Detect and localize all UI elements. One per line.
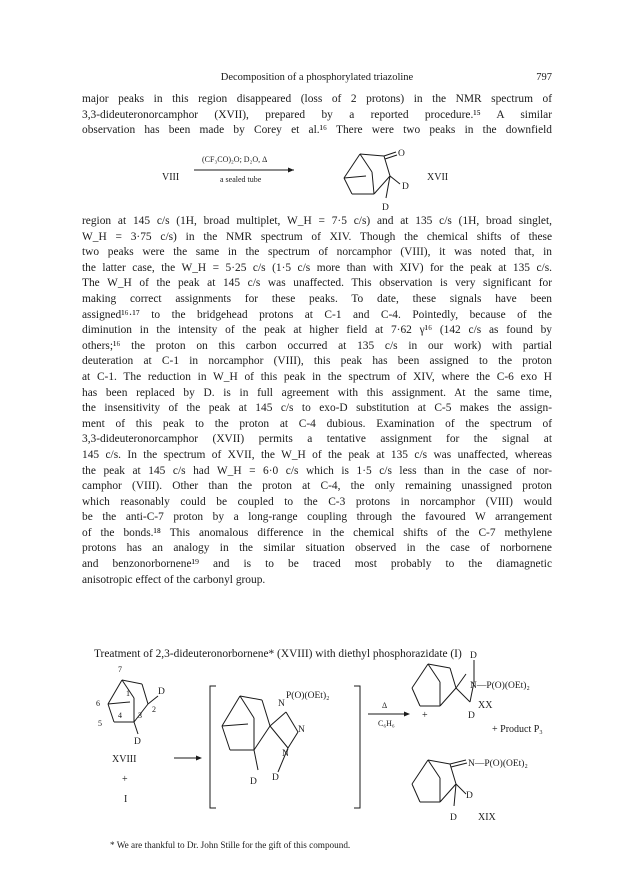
text-line: assigned¹⁶·¹⁷ to the bridgehead protons at C-1 and C-4. Pointedly, because of the xyxy=(82,308,552,321)
paragraph-2 xyxy=(82,214,552,588)
atom-label-n: N xyxy=(278,699,285,709)
atom-number: 3 xyxy=(138,711,142,720)
text-line: making correct assignments for these peaks. To date, these signals have been xyxy=(82,292,552,305)
text-line: deuteration at C-1 in norcamphor (VIII), this peak has been assigned to the proton xyxy=(82,355,552,368)
atom-label-n: N xyxy=(282,749,289,759)
reaction-arrow-head xyxy=(288,168,294,173)
text-line: The W_H of the peak at 145 c/s was unaffected. This observation is very significant for xyxy=(82,277,552,290)
atom-label-o: O xyxy=(398,149,405,159)
atom-label-d: D xyxy=(466,791,473,801)
reactant-label-xviii: XVIII xyxy=(112,754,137,765)
text-line: the peak at 145 c/s had W_H = 6·0 c/s which is 1·5 c/s less than in the case of nor- xyxy=(82,464,552,477)
atom-label-d: D xyxy=(382,203,389,213)
atom-number: 7 xyxy=(118,665,122,674)
atom-number: 4 xyxy=(118,711,122,720)
atom-label-d: D xyxy=(158,687,165,697)
paragraph-1 xyxy=(82,92,552,139)
molecule-xviii xyxy=(108,680,158,734)
text-line: protons has an analogy in the similar situation observed in the case of norbornene xyxy=(82,542,552,555)
text-line: 3,3-dideuteronorcamphor (XVII) permits a tentative assignment for the signal at xyxy=(82,433,552,446)
text-line: major peaks in this region disappeared (loss of 2 protons) in the NMR spectrum of xyxy=(82,93,552,105)
conditions-top: Δ xyxy=(382,701,388,710)
plus-sign: + xyxy=(122,774,128,785)
atom-number: 5 xyxy=(98,719,102,728)
reagent-label-i: I xyxy=(124,794,128,805)
text-line: has been replaced by D. is in full agreement with this assignment. At the same time, xyxy=(82,386,552,399)
text-line: of the bonds.¹⁸ This anomalous difference in the chemical shifts of the C-7 methylene xyxy=(82,526,552,539)
text-line: and benzonorbornene¹⁹ and is to be traced most probably to the diamagnetic xyxy=(82,558,552,571)
atom-label-d: D xyxy=(468,711,475,721)
right-bracket xyxy=(354,686,360,808)
reagents-top: (CF₃CO)₂O; D₂O, Δ xyxy=(202,155,268,164)
text-line: others;¹⁶ the proton on this carbon occurred at 135 c/s in our work) with partial xyxy=(82,339,552,352)
atom-label-d: D xyxy=(272,773,279,783)
reactant-label: VIII xyxy=(162,172,180,183)
atom-label-d: D xyxy=(402,182,409,192)
atom-label-d: D xyxy=(134,737,141,747)
triazoline-substituent: P(O)(OEt)₂ xyxy=(286,691,330,701)
scheme-1-drawing xyxy=(82,142,552,214)
text-line: anisotropic effect of the carbonyl group. xyxy=(82,573,266,586)
triazoline-intermediate xyxy=(222,696,298,772)
text-line: camphor (VIII). Other than the proton at C-4, the only remaining unassigned proton xyxy=(82,480,552,493)
atom-number: 2 xyxy=(152,705,156,714)
page-number: 797 xyxy=(536,72,552,83)
text-line: region at 145 c/s (1H, broad multiplet, W_H = 7·5 c/s) and at 135 c/s (1H, broad singlet, xyxy=(82,215,552,227)
text-line: ment of this peak to the proton at C-4 dubious. Examination of the spectrum of xyxy=(82,417,552,430)
product-label-xx: XX xyxy=(478,700,493,711)
text-line: diminution in the intensity of the peak at higher field at 7·62 γ¹⁶ (142 c/s as found by xyxy=(82,324,552,337)
plus-sign: + xyxy=(422,710,428,721)
molecule-xix xyxy=(412,760,467,806)
atom-label-d: D xyxy=(470,651,477,661)
product-label: XVII xyxy=(427,172,449,183)
text-line: two peaks were the same in the spectrum of norcamphor (VIII), it was noted that, in xyxy=(82,246,552,259)
running-header xyxy=(82,72,552,88)
molecule-xvii xyxy=(344,152,400,198)
text-line: W_H = 3·75 c/s) in the NMR spectrum of XIV. Though the chemical shifts of these xyxy=(82,230,552,243)
text-line: 145 c/s. In the spectrum of XVII, the W_H of the peak at 135 c/s was unaffected, whereas xyxy=(82,448,552,461)
reaction-arrow-head xyxy=(196,756,202,761)
text-line: be the anti-C-7 proton by a long-range coupling through the favoured W arrangement xyxy=(82,511,552,524)
atom-number: 1 xyxy=(126,689,130,698)
text-line: at C-1. The reduction in W_H of this peak in the spectrum of XIV, where the C-6 exo H xyxy=(82,370,552,383)
text-line: the insensitivity of the peak at 145 c/s to exo-D substitution at C-5 makes the assign- xyxy=(82,402,552,415)
footnote: * We are thankful to Dr. John Stille for the gift of this compound. xyxy=(110,840,351,850)
running-title: Decomposition of a phosphorylated triazoline xyxy=(220,72,414,83)
aziridine-group: N—P(O)(OEt)₂ xyxy=(470,681,530,691)
imine-group: N—P(O)(OEt)₂ xyxy=(468,759,528,769)
left-bracket xyxy=(210,686,216,808)
atom-label-d: D xyxy=(450,813,457,823)
text-line: which reasonably could be coupled to the C-3 protons in norcamphor (VIII) would xyxy=(82,495,552,508)
text-line: observation has been made by Corey et al.¹⁶ There were two peaks in the downfield xyxy=(82,124,552,137)
conditions-bottom: C₆H₆ xyxy=(378,719,395,728)
atom-number: 6 xyxy=(96,699,100,708)
text-line: the latter case, the W_H = 5·25 c/s (1·5 c/s more than with XIV) for the peak at 135 c/s. xyxy=(82,261,552,274)
product-label-xix: XIX xyxy=(478,812,496,823)
text-line: Treatment of 2,3-dideuteronorbornene* (XVIII) with diethyl phosphorazidate (I) xyxy=(94,648,462,660)
product-p3-label: + Product P₃ xyxy=(492,724,543,735)
reaction-arrow-head xyxy=(404,712,410,717)
text-line: 3,3-dideuteronorcamphor (XVII), prepared by a reported procedure.¹⁵ A similar xyxy=(82,108,552,121)
reaction-scheme-1 xyxy=(82,142,552,214)
molecule-xx xyxy=(412,660,474,706)
atom-label-d: D xyxy=(250,777,257,787)
reagents-bottom: a sealed tube xyxy=(220,175,262,184)
atom-label-n: N xyxy=(298,725,305,735)
